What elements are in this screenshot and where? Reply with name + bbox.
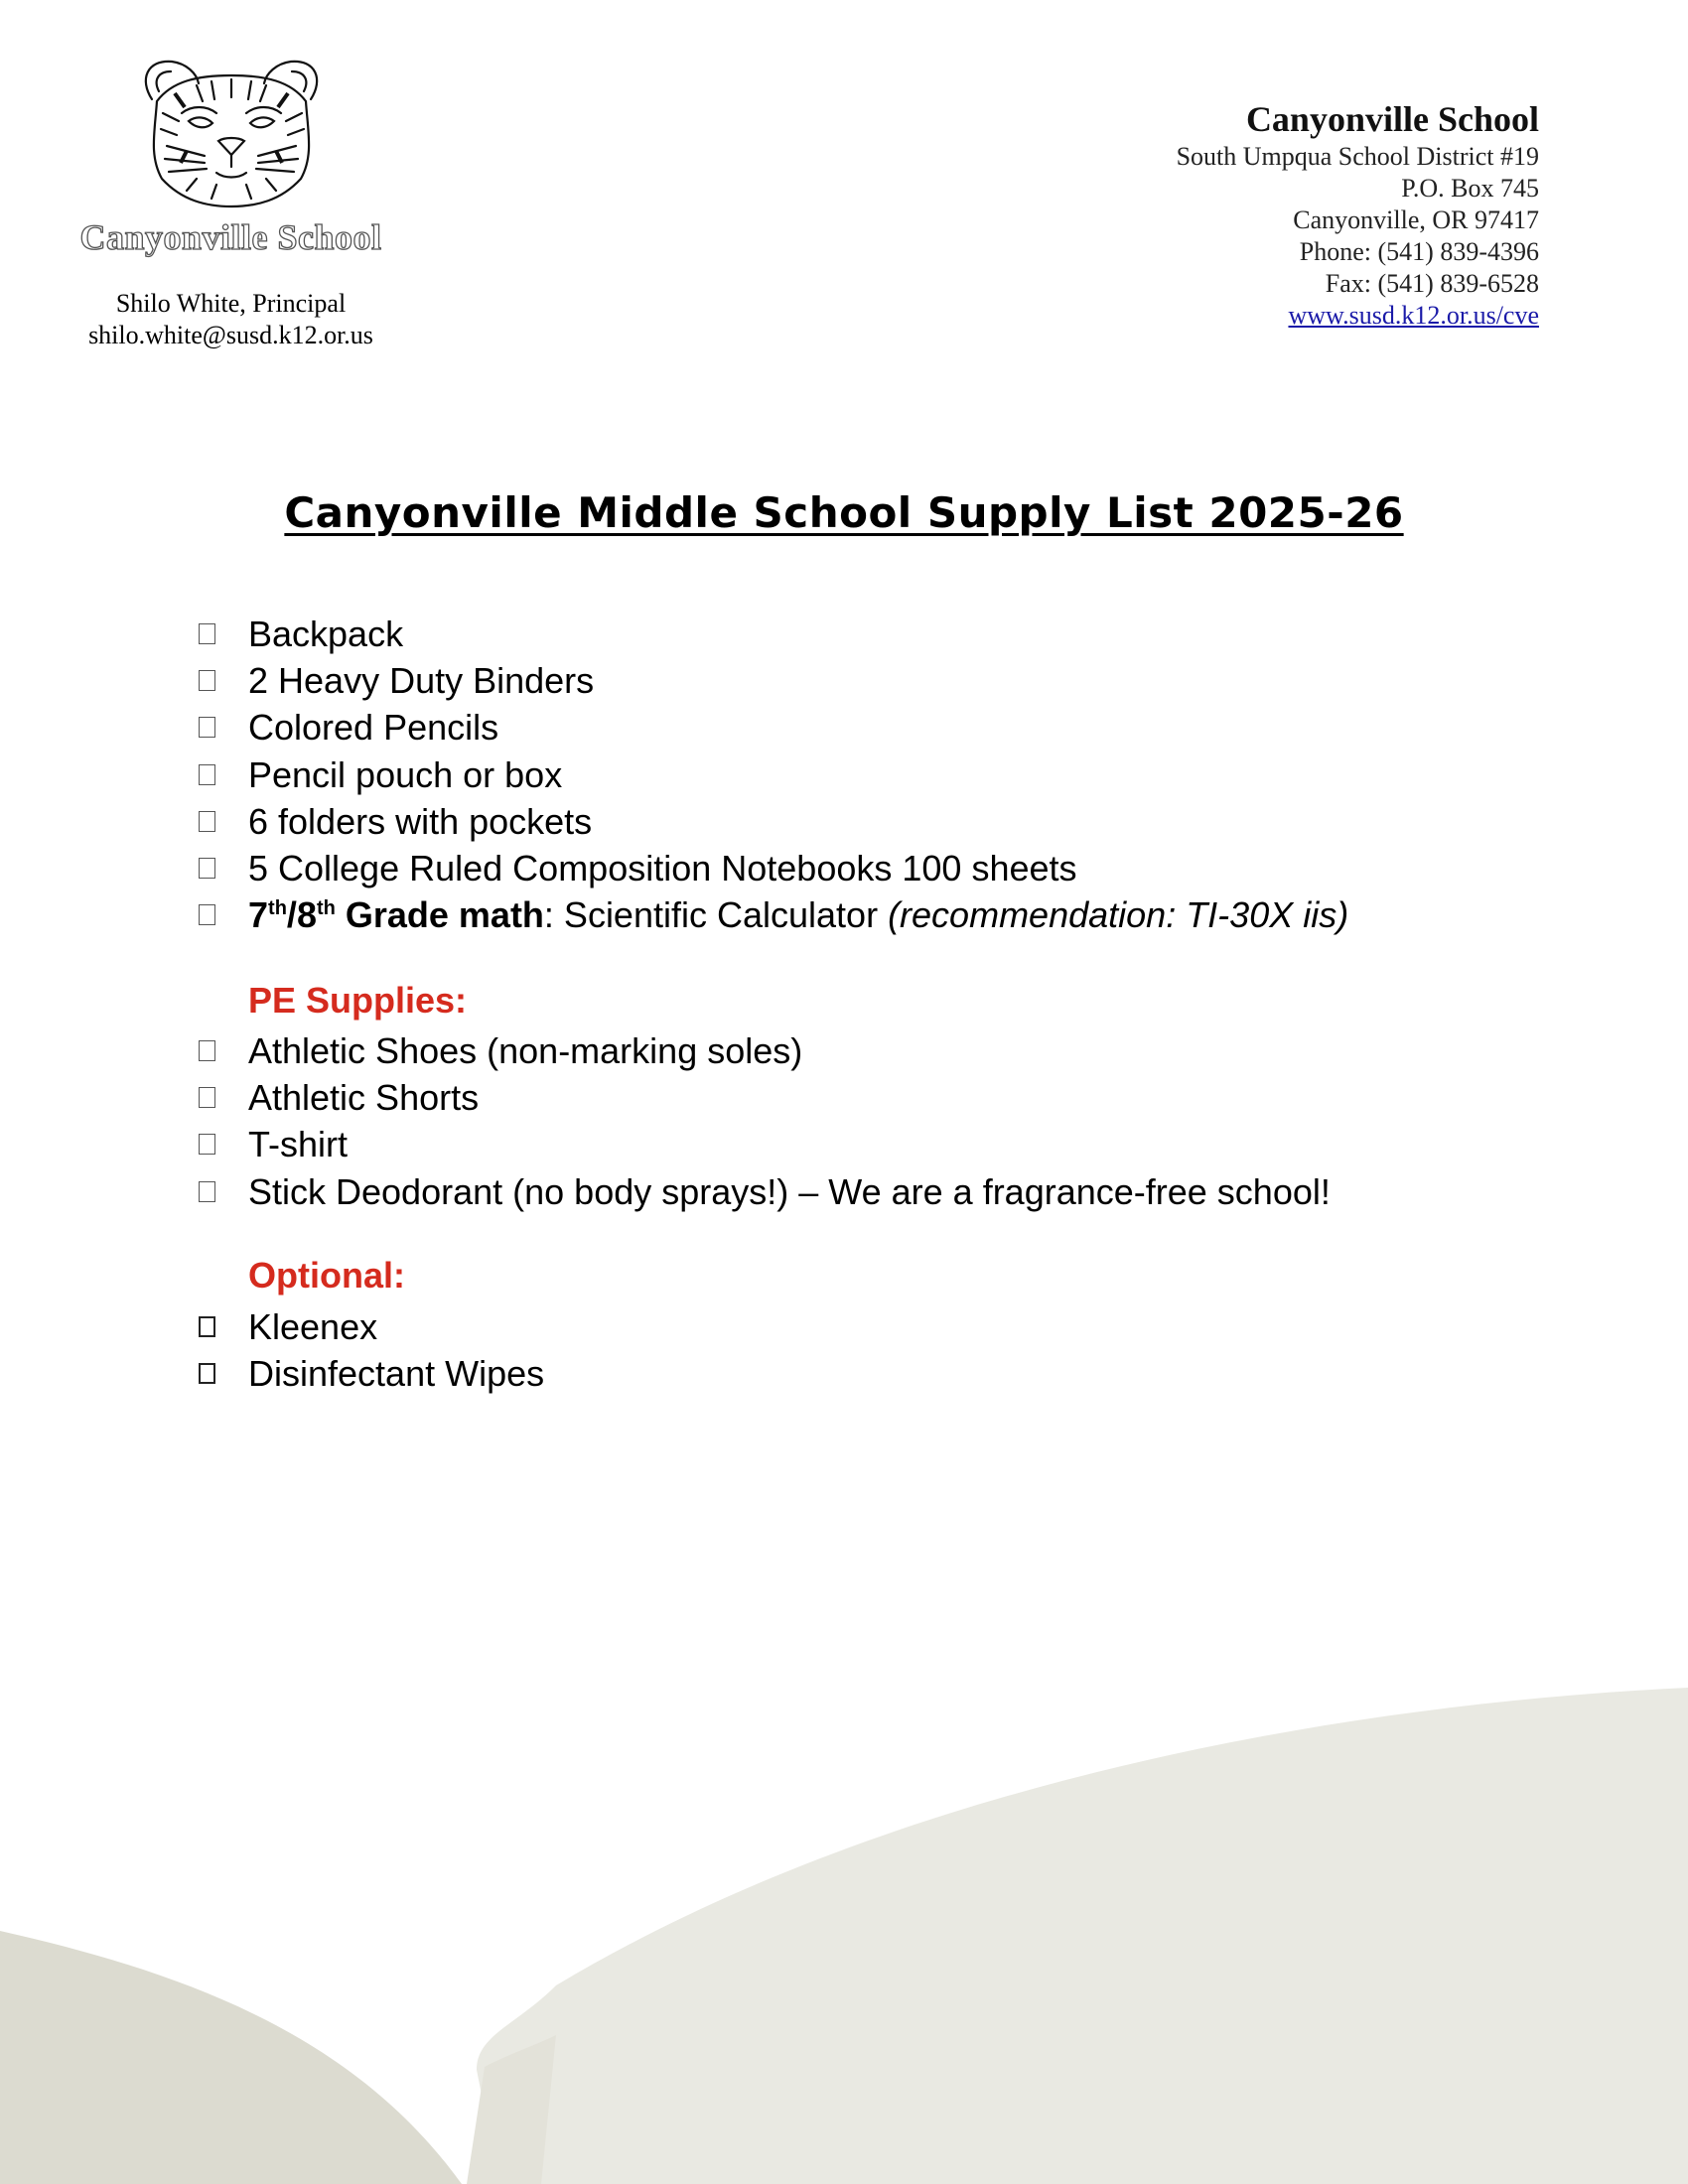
- list-item: [199, 1121, 1331, 1167]
- checkbox-icon[interactable]: [199, 1040, 215, 1061]
- fax-number: Fax: (541) 839-6528: [1325, 269, 1539, 298]
- supply-list: [199, 611, 1348, 938]
- list-item-label: Stick Deodorant (no body sprays!) – We are a fragrance-free school!: [248, 1170, 1331, 1212]
- list-item: [199, 657, 1348, 704]
- list-item-label: Athletic Shorts: [248, 1077, 480, 1119]
- grade-seven: 7: [248, 894, 269, 936]
- logo-school-name: Canyonville School: [79, 217, 382, 257]
- list-item: [199, 1350, 544, 1397]
- city-state-zip: Canyonville, OR 97417: [1293, 205, 1539, 234]
- letterhead-logo-block: [60, 52, 402, 351]
- list-item: [199, 845, 1348, 891]
- list-item-label: Kleenex: [248, 1306, 378, 1347]
- list-item-label: Backpack: [248, 614, 404, 654]
- checkbox-icon[interactable]: [199, 1316, 215, 1337]
- list-item-label: Disinfectant Wipes: [248, 1353, 545, 1395]
- list-item: [199, 751, 1348, 798]
- list-item: [199, 1074, 1331, 1121]
- list-item-label: 2 Heavy Duty Binders: [248, 660, 595, 702]
- grade-eight-suffix: th: [316, 897, 336, 920]
- math-grade-label: [248, 894, 544, 935]
- calculator-label: : Scientific Calculator: [543, 894, 889, 936]
- checkbox-icon[interactable]: [199, 1087, 215, 1108]
- checkbox-icon[interactable]: [199, 858, 215, 879]
- list-item: [199, 1168, 1331, 1215]
- list-item-label: Athletic Shoes (non-marking soles): [248, 1030, 803, 1071]
- optional-heading: Optional:: [248, 1255, 405, 1296]
- list-item: [199, 1303, 544, 1350]
- list-item: [199, 611, 1348, 657]
- checkbox-icon[interactable]: [199, 623, 215, 644]
- grade-separator: /: [286, 894, 297, 936]
- calculator-recommendation: (recommendation: TI-30X iis): [888, 894, 1349, 936]
- po-box: P.O. Box 745: [1401, 174, 1539, 203]
- pe-supply-list: [199, 1027, 1331, 1215]
- checkbox-icon[interactable]: [199, 1134, 215, 1155]
- list-item-label: 5 College Ruled Composition Notebooks 100 sheets: [248, 847, 1077, 888]
- list-item: [199, 798, 1348, 845]
- grade-seven-suffix: th: [268, 897, 287, 920]
- principal-email: shilo.white@susd.k12.or.us: [88, 321, 373, 349]
- checkbox-icon[interactable]: [199, 904, 215, 925]
- list-item-label: 6 folders with pockets: [248, 800, 593, 842]
- pe-supplies-heading: PE Supplies:: [248, 980, 468, 1021]
- phone-number: Phone: (541) 839-4396: [1299, 237, 1539, 266]
- page-title: Canyonville Middle School Supply List 2025-26: [284, 488, 1404, 537]
- optional-supply-list: [199, 1303, 544, 1397]
- school-address-block: [1177, 97, 1539, 332]
- principal-name: Shilo White, Principal: [115, 289, 347, 318]
- checkbox-icon[interactable]: [199, 717, 215, 738]
- list-item-label: Pencil pouch or box: [248, 753, 563, 795]
- checkbox-icon[interactable]: [199, 1363, 215, 1384]
- grade-eight: 8: [296, 894, 317, 936]
- checkbox-icon[interactable]: [199, 1181, 215, 1202]
- list-item: [199, 704, 1348, 751]
- tiger-mascot-icon: [127, 52, 336, 208]
- checkbox-icon[interactable]: [199, 811, 215, 832]
- list-item-label: Colored Pencils: [248, 707, 499, 749]
- list-item-label: T-shirt: [248, 1124, 349, 1165]
- list-item-math: [199, 891, 1348, 938]
- school-website-link[interactable]: www.susd.k12.or.us/cve: [1288, 301, 1539, 330]
- district-name: South Umpqua School District #19: [1176, 142, 1539, 171]
- checkbox-icon[interactable]: [199, 764, 215, 785]
- list-item: [199, 1027, 1331, 1074]
- principal-contact: [60, 288, 402, 351]
- grade-math-label: Grade math: [335, 894, 544, 936]
- checkbox-icon[interactable]: [199, 670, 215, 691]
- school-name: Canyonville School: [1245, 99, 1539, 139]
